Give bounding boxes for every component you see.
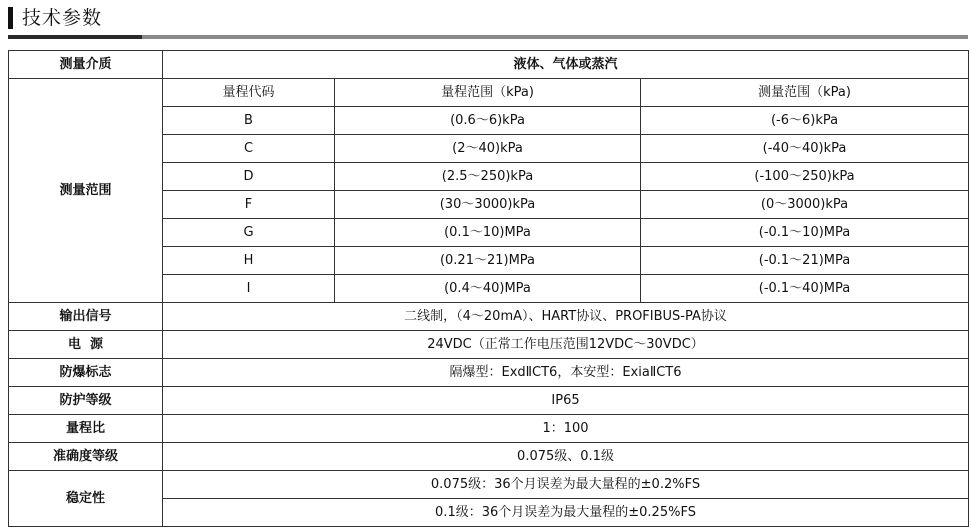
- range-code: C: [163, 135, 335, 163]
- range-measure: (-100～250)kPa: [641, 163, 969, 191]
- range-measure: (-40～40)kPa: [641, 135, 969, 163]
- label-protection: 防护等级: [9, 387, 163, 415]
- row-stability-1: [9, 471, 969, 499]
- row-explosion: [9, 359, 969, 387]
- label-stability: 稳定性: [9, 471, 163, 527]
- range-span: (0.4～40)MPa: [335, 275, 641, 303]
- label-power: 电 源: [9, 331, 163, 359]
- label-explosion: 防爆标志: [9, 359, 163, 387]
- value-turndown: 1：100: [163, 415, 969, 443]
- range-measure: (-6～6)kPa: [641, 107, 969, 135]
- label-range: 测量范围: [9, 79, 163, 303]
- value-power: 24VDC（正常工作电压范围12VDC～30VDC）: [163, 331, 969, 359]
- row-medium: [9, 51, 969, 79]
- row-range-header: [9, 79, 969, 107]
- row-power: [9, 331, 969, 359]
- range-header-span: 量程范围（kPa): [335, 79, 641, 107]
- range-code: I: [163, 275, 335, 303]
- row-turndown: [9, 415, 969, 443]
- header-underline-light: [142, 35, 968, 39]
- range-measure: (-0.1～21)MPa: [641, 247, 969, 275]
- header-underline-dark: [8, 35, 142, 39]
- range-span: (2.5～250)kPa: [335, 163, 641, 191]
- range-span: (0.6～6)kPa: [335, 107, 641, 135]
- section-title: 技术参数: [22, 7, 103, 29]
- label-output: 输出信号: [9, 303, 163, 331]
- row-protection: [9, 387, 969, 415]
- range-span: (0.21～21)MPa: [335, 247, 641, 275]
- value-stability-2: 0.1级：36个月误差为最大量程的±0.25%FS: [163, 499, 969, 527]
- range-span: (30～3000)kPa: [335, 191, 641, 219]
- range-code: D: [163, 163, 335, 191]
- range-header-measure: 测量范围（kPa): [641, 79, 969, 107]
- spec-table: [8, 50, 969, 527]
- range-code: H: [163, 247, 335, 275]
- row-output: [9, 303, 969, 331]
- title-accent-bar: [8, 7, 13, 29]
- range-span: (0.1～10)MPa: [335, 219, 641, 247]
- range-header-code: 量程代码: [163, 79, 335, 107]
- range-code: B: [163, 107, 335, 135]
- range-code: F: [163, 191, 335, 219]
- range-measure: (-0.1～10)MPa: [641, 219, 969, 247]
- value-explosion: 隔爆型：ExdⅡCT6，本安型：ExiaⅡCT6: [163, 359, 969, 387]
- label-accuracy: 准确度等级: [9, 443, 163, 471]
- range-span: (2～40)kPa: [335, 135, 641, 163]
- value-protection: IP65: [163, 387, 969, 415]
- value-output: 二线制，（4～20mA）、HART协议、PROFIBUS-PA协议: [163, 303, 969, 331]
- row-accuracy: [9, 443, 969, 471]
- section-header: [8, 0, 968, 42]
- label-medium: 测量介质: [9, 51, 163, 79]
- label-turndown: 量程比: [9, 415, 163, 443]
- value-medium: 液体、气体或蒸汽: [163, 51, 969, 79]
- range-code: G: [163, 219, 335, 247]
- value-accuracy: 0.075级、0.1级: [163, 443, 969, 471]
- range-measure: (-0.1～40)MPa: [641, 275, 969, 303]
- range-measure: (0～3000)kPa: [641, 191, 969, 219]
- value-stability-1: 0.075级：36个月误差为最大量程的±0.2%FS: [163, 471, 969, 499]
